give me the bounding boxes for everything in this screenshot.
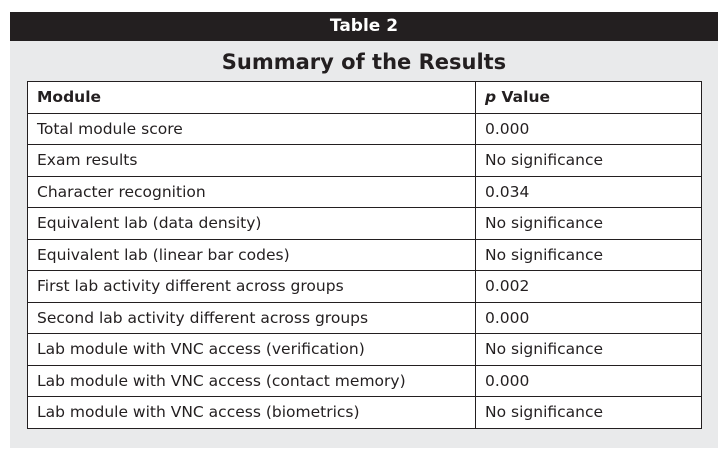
p-value-cell: 0.002 xyxy=(476,271,702,303)
results-table xyxy=(27,81,702,429)
table-row xyxy=(28,176,702,208)
p-value-cell: 0.000 xyxy=(476,302,702,334)
table-row xyxy=(28,208,702,240)
table-row xyxy=(28,239,702,271)
table-row xyxy=(28,271,702,303)
p-value-cell: No significance xyxy=(476,239,702,271)
module-cell: Equivalent lab (data density) xyxy=(28,208,476,240)
header-row xyxy=(28,82,702,114)
table-caption: Summary of the Results xyxy=(221,50,507,74)
p-value-cell: 0.034 xyxy=(476,176,702,208)
module-cell: Lab module with VNC access (biometrics) xyxy=(28,397,476,429)
module-cell: Total module score xyxy=(28,113,476,145)
table-row xyxy=(28,302,702,334)
module-cell: Equivalent lab (linear bar codes) xyxy=(28,239,476,271)
p-value-cell: No significance xyxy=(476,145,702,177)
module-cell: Character recognition xyxy=(28,176,476,208)
p-value-cell: 0.000 xyxy=(476,365,702,397)
p-value-cell: No significance xyxy=(476,208,702,240)
table-frame xyxy=(10,12,718,448)
table-number-label: Table 2 xyxy=(10,12,718,41)
table-row xyxy=(28,113,702,145)
p-value-cell: 0.000 xyxy=(476,113,702,145)
module-cell: Lab module with VNC access (verification) xyxy=(28,334,476,366)
p-value-header-text: Value xyxy=(496,88,550,107)
table-row xyxy=(28,365,702,397)
table-row xyxy=(28,397,702,429)
p-value-column-header xyxy=(476,82,702,114)
module-cell: Exam results xyxy=(28,145,476,177)
p-value-cell: No significance xyxy=(476,397,702,429)
module-cell: Second lab activity different across groups xyxy=(28,302,476,334)
table-row xyxy=(28,145,702,177)
module-cell: First lab activity different across groups xyxy=(28,271,476,303)
p-symbol: p xyxy=(485,88,497,107)
table-row xyxy=(28,334,702,366)
p-value-cell: No significance xyxy=(476,334,702,366)
module-column-header: Module xyxy=(28,82,476,114)
module-cell: Lab module with VNC access (contact memory) xyxy=(28,365,476,397)
